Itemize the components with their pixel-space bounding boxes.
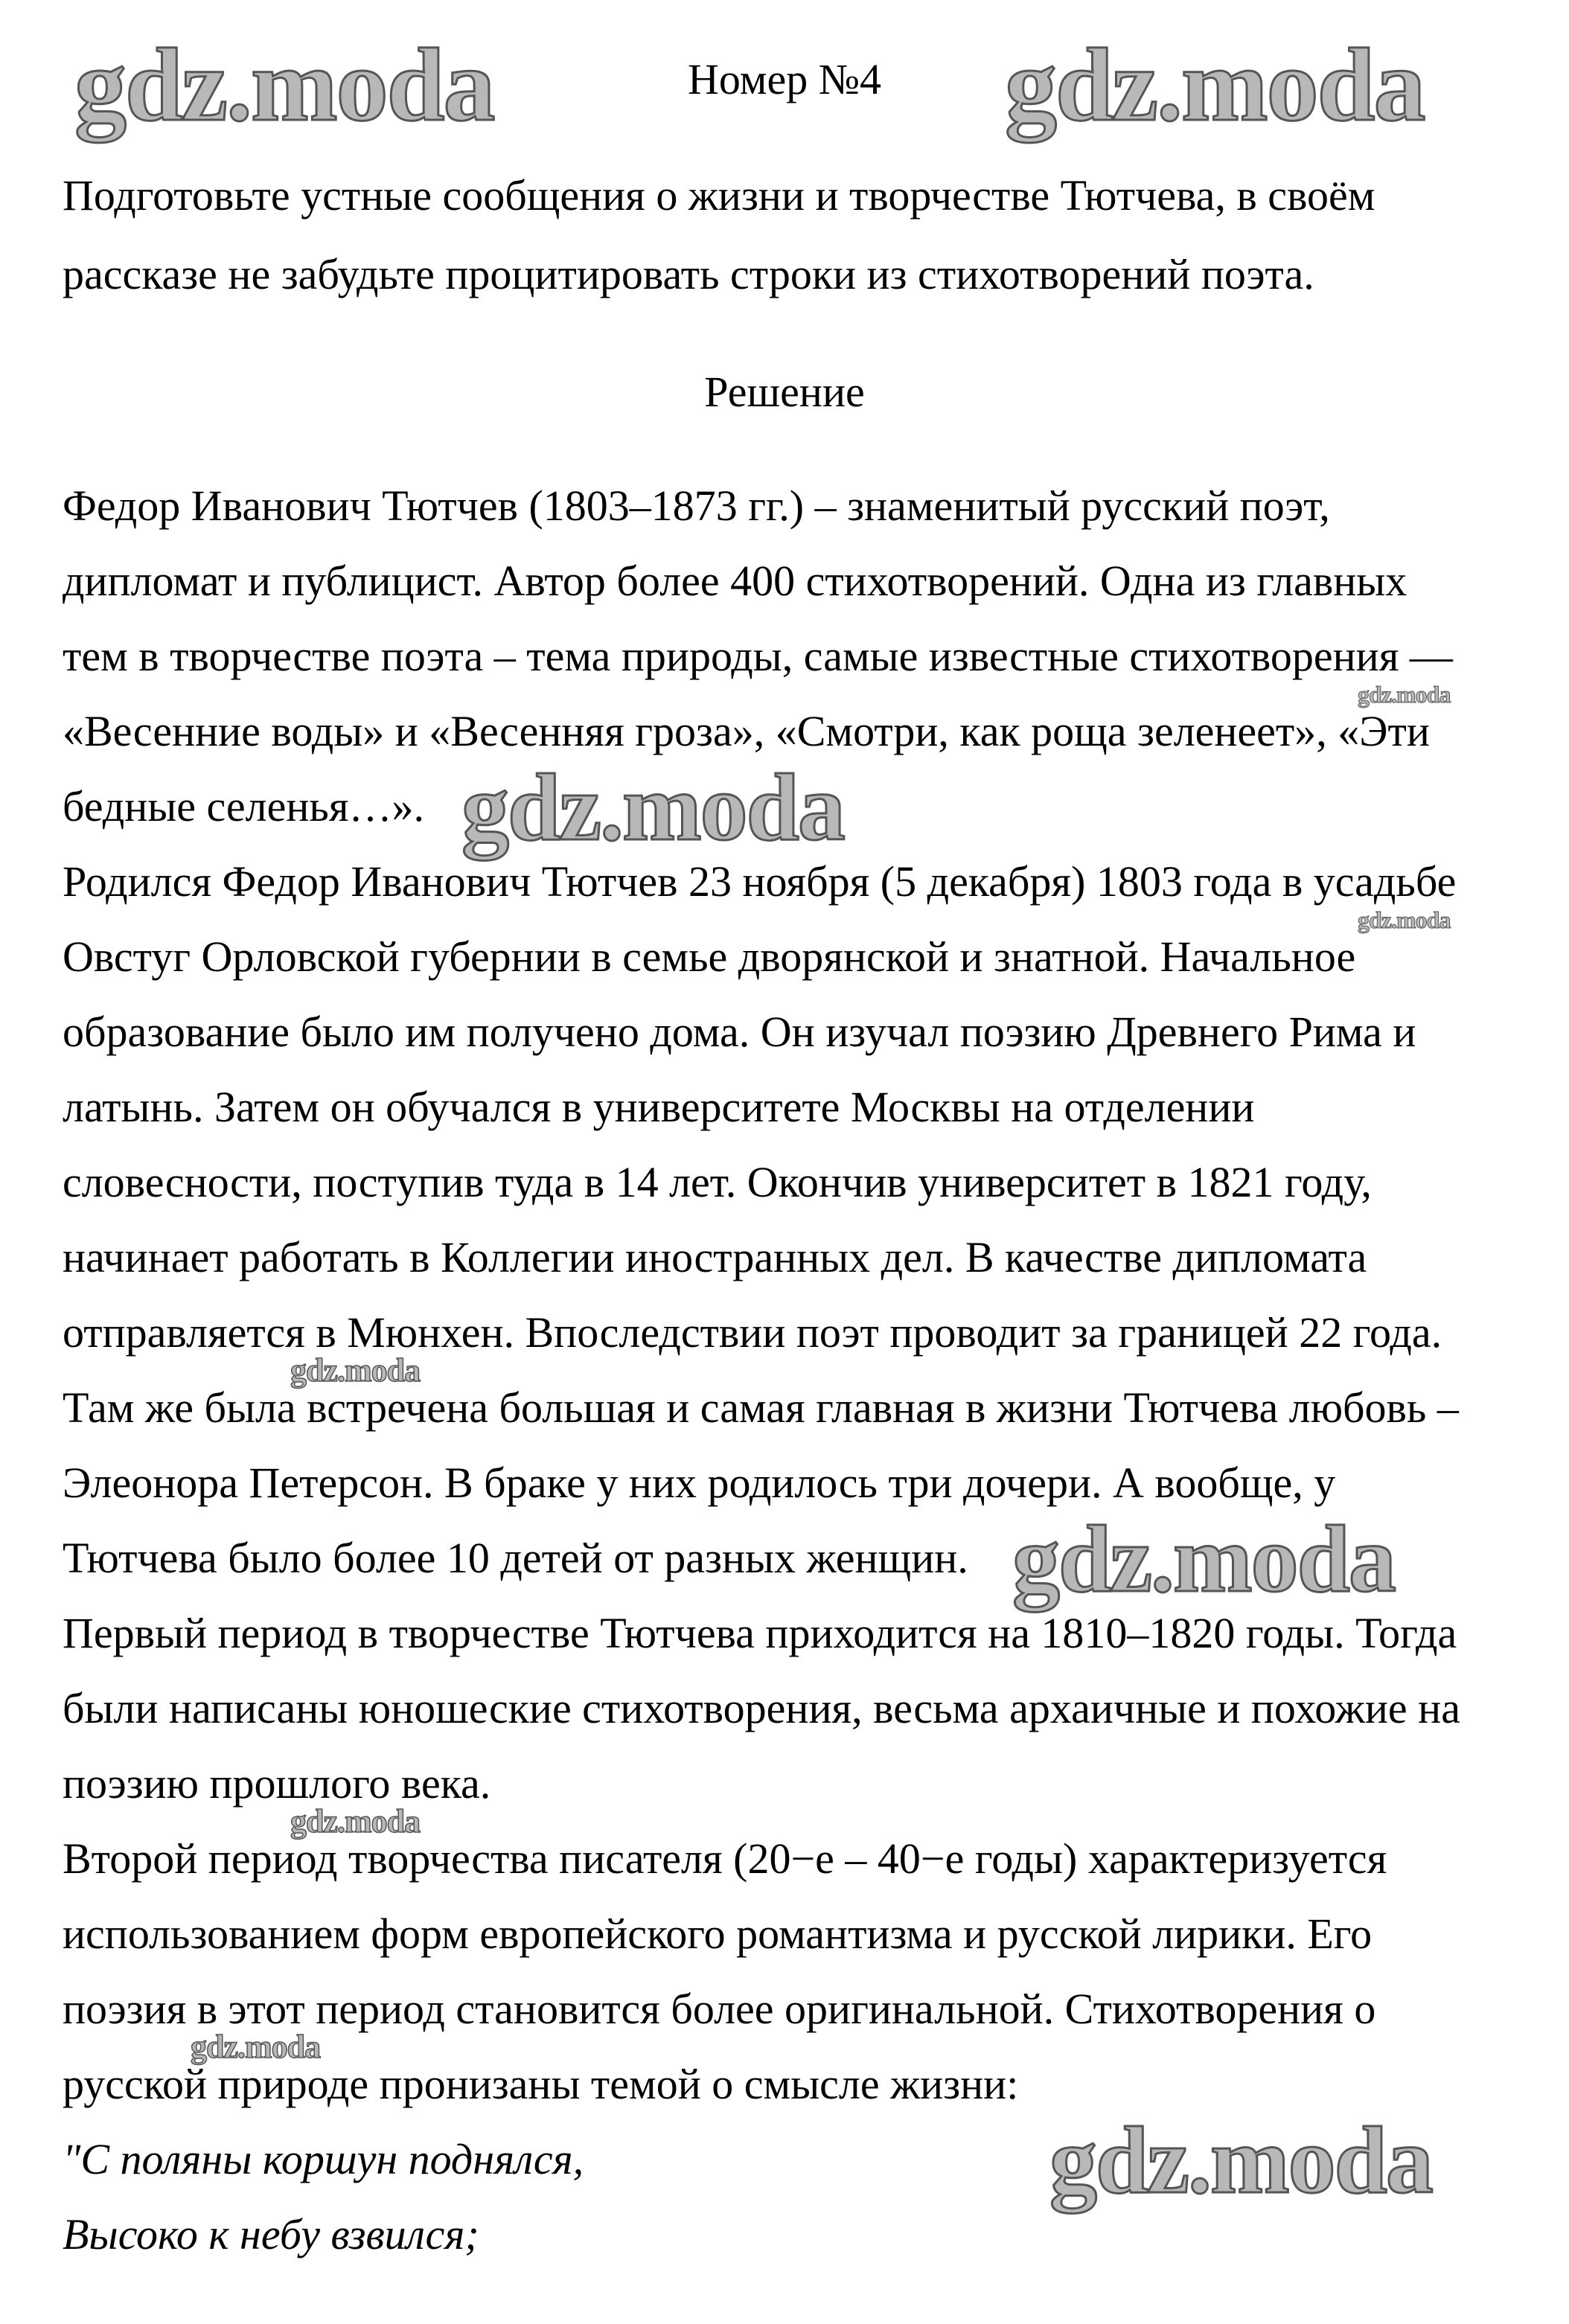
- text-line: Первый период в творчестве Тютчева приходится на 1810–1820 годы. Тогда: [63, 1609, 1457, 1657]
- text-line: Федор Иванович Тютчев (1803–1873 гг.) – знаменитый русский поэт,: [63, 481, 1330, 530]
- text-line: дипломат и публицист. Автор более 400 стихотворений. Одна из главных: [63, 557, 1407, 605]
- text-line: поэзию прошлого века.: [63, 1759, 491, 1808]
- watermark-logo: gdz.moda: [1012, 1506, 1395, 1612]
- watermark-logo: gdz.moda: [290, 1352, 421, 1389]
- poem-line: "С поляны коршун поднялся,: [63, 2135, 584, 2183]
- watermark-logo: gdz.moda: [461, 755, 844, 860]
- text-line: Там же была встречена большая и самая главная в жизни Тютчева любовь –: [63, 1383, 1459, 1432]
- text-line: образование было им получено дома. Он изучал поэзию Древнего Рима и: [63, 1008, 1416, 1056]
- text-line: начинает работать в Коллегии иностранных дел. В качестве дипломата: [63, 1233, 1367, 1281]
- text-line: латынь. Затем он обучался в университете Москвы на отделении: [63, 1083, 1255, 1131]
- text-line: тем в творчестве поэта – тема природы, самые известные стихотворения —: [63, 632, 1453, 680]
- watermark-logo: gdz.moda: [1049, 2107, 1432, 2213]
- watermark-logo: gdz.moda: [1358, 681, 1451, 708]
- text-line: использованием форм европейского романтизма и русской лирики. Его: [63, 1910, 1373, 1958]
- text-line: Элеонора Петерсон. В браке у них родилось три дочери. А вообще, у: [63, 1459, 1336, 1507]
- text-line: отправляется в Мюнхен. Впоследствии поэт проводит за границей 22 года.: [63, 1308, 1442, 1357]
- watermark-logo: gdz.moda: [74, 28, 494, 143]
- text-line: Родился Федор Иванович Тютчев 23 ноября (5 декабря) 1803 года в усадьбе: [63, 857, 1457, 906]
- text-line: русской природе пронизаны темой о смысле жизни:: [63, 2060, 1019, 2108]
- watermark-logo: gdz.moda: [191, 2029, 321, 2065]
- watermark-logo: gdz.moda: [1005, 28, 1425, 143]
- page-title: Номер №4: [687, 55, 882, 103]
- task-line: Подготовьте устные сообщения о жизни и творчестве Тютчева, в своём: [63, 171, 1375, 220]
- watermark-logo: gdz.moda: [1358, 906, 1451, 933]
- text-line: словесности, поступив туда в 14 лет. Окончив университет в 1821 году,: [63, 1158, 1372, 1206]
- watermark-logo: gdz.moda: [290, 1803, 421, 1840]
- text-line: Овстуг Орловской губернии в семье дворянской и знатной. Начальное: [63, 932, 1356, 981]
- text-line: поэзия в этот период становится более оригинальной. Стихотворения о: [63, 1985, 1376, 2033]
- solution-heading: Решение: [704, 368, 865, 416]
- text-line: «Весенние воды» и «Весенняя гроза», «Смотри, как роща зеленеет», «Эти: [63, 707, 1430, 755]
- text-line: Второй период творчества писателя (20−е – 40−е годы) характеризуется: [63, 1834, 1387, 1883]
- poem-line: Высоко к небу взвился;: [63, 2210, 479, 2259]
- task-line: рассказе не забудьте процитировать строки из стихотворений поэта.: [63, 250, 1314, 298]
- text-line: были написаны юношеские стихотворения, весьма архаичные и похожие на: [63, 1684, 1460, 1732]
- text-line: бедные селенья…».: [63, 782, 425, 830]
- text-line: Тютчева было более 10 детей от разных женщин.: [63, 1534, 968, 1582]
